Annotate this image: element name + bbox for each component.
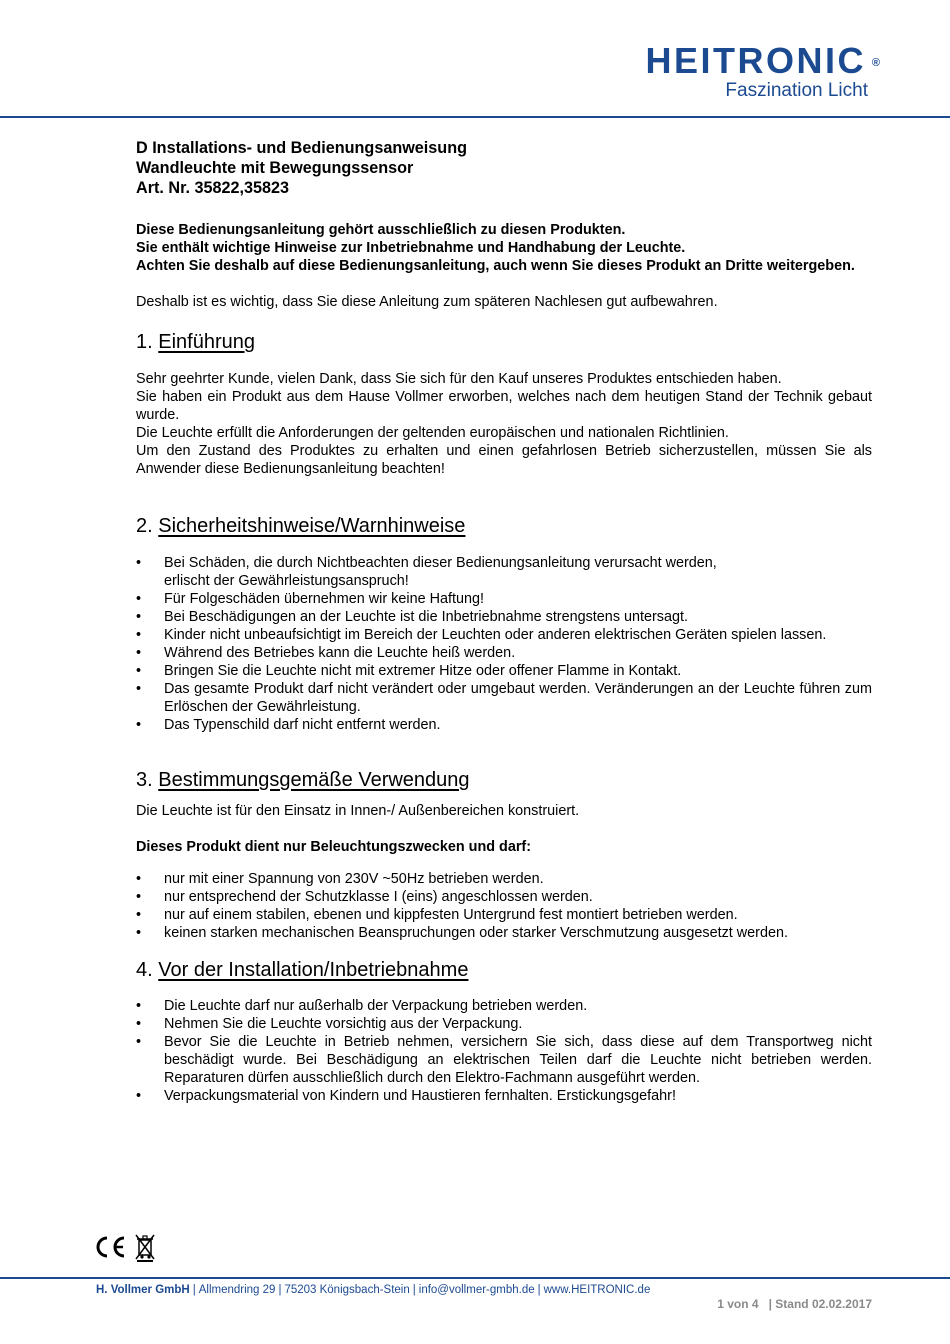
list-item	[136, 906, 872, 924]
section-3-subheading: Dieses Produkt dient nur Beleuchtungszwecken und darf:	[136, 839, 532, 855]
section-2-heading	[136, 514, 872, 538]
list-item	[136, 590, 872, 608]
list-item-text: Bevor Sie die Leuchte in Betrieb nehmen, versichern Sie sich, dass diese auf dem Transportweg nicht beschädigt wurde. Bei Beschädigung an elektrischen Teilen darf die Leuchte nicht betrieben werden. Reparaturen dürfen ausschließlich durch den Elektro-Fachmann ausgeführt werden.	[164, 1034, 872, 1086]
section-1-heading	[136, 330, 872, 354]
footer-separator: |	[192, 1284, 196, 1296]
list-item-text: nur auf einem stabilen, ebenen und kippfesten Untergrund fest montiert betrieben werden.	[164, 907, 738, 923]
bullet: •	[136, 645, 142, 661]
header-rule	[0, 116, 950, 118]
list-item	[136, 680, 872, 716]
section-3-title: Bestimmungsgemäße Verwendung	[158, 769, 470, 791]
list-item-text: nur entsprechend der Schutzklasse I (eins) angeschlossen werden.	[164, 889, 593, 905]
title-line-3: Art. Nr. 35822,35823	[136, 179, 289, 197]
section-1-number: 1.	[136, 331, 153, 353]
list-item	[136, 1087, 872, 1105]
bullet: •	[136, 555, 142, 571]
bullet: •	[136, 609, 142, 625]
section-1-title: Einführung	[158, 331, 255, 353]
document-date: | Stand 02.02.2017	[768, 1297, 872, 1311]
list-item	[136, 716, 872, 734]
intro-bold-1: Diese Bedienungsanleitung gehört ausschließlich zu diesen Produkten.	[136, 222, 626, 238]
section-3-paragraph: Die Leuchte ist für den Einsatz in Innen-/ Außenbereichen konstruiert.	[136, 803, 580, 819]
bullet: •	[136, 889, 142, 905]
bullet: •	[136, 1088, 142, 1104]
list-item	[136, 626, 872, 644]
usage-list	[136, 870, 872, 942]
list-item-text: keinen starken mechanischen Beanspruchungen oder starker Verschmutzung ausgesetzt werden.	[164, 925, 788, 941]
list-item	[136, 554, 872, 590]
list-item-text: nur mit einer Spannung von 230V ~50Hz betrieben werden.	[164, 871, 544, 887]
registered-mark: ®	[871, 57, 880, 69]
intro-block	[136, 221, 872, 311]
brand-logo	[646, 42, 881, 102]
bullet: •	[136, 681, 142, 697]
list-item	[136, 1033, 872, 1087]
list-item	[136, 662, 872, 680]
footer-separator: |	[412, 1284, 416, 1296]
section-3-heading	[136, 768, 872, 792]
footer-separator: |	[278, 1284, 282, 1296]
list-item	[136, 997, 872, 1015]
footer-city: 75203 Königsbach-Stein	[284, 1284, 410, 1296]
bullet: •	[136, 627, 142, 643]
document-body	[136, 138, 872, 1105]
list-item-text: Für Folgeschäden übernehmen wir keine Haftung!	[164, 591, 484, 607]
document-title	[136, 138, 872, 198]
title-line-1: D Installations- und Bedienungsanweisung	[136, 139, 467, 157]
intro-bold-3: Achten Sie deshalb auf diese Bedienungsanleitung, auch wenn Sie dieses Produkt an Dritte weitergeben.	[136, 258, 855, 274]
page-info	[717, 1297, 872, 1311]
footer-email[interactable]: info@vollmer-gmbh.de	[418, 1284, 535, 1296]
list-item	[136, 870, 872, 888]
footer-website[interactable]: www.HEITRONIC.de	[543, 1284, 651, 1296]
list-item-text: Kinder nicht unbeaufsichtigt im Bereich der Leuchten oder anderen elektrischen Geräten spielen lassen.	[164, 627, 827, 643]
section-1-paragraph-4: Um den Zustand des Produktes zu erhalten und einen gefahrlosen Betrieb sicherzustellen, müssen Sie als Anwender diese Bedienungsanleitung beachten!	[136, 443, 872, 477]
list-item	[136, 644, 872, 662]
list-item	[136, 888, 872, 906]
safety-list	[136, 554, 872, 734]
section-1-body	[136, 370, 872, 478]
bullet: •	[136, 907, 142, 923]
list-item-text: erlischt der Gewährleistungsanspruch!	[164, 573, 409, 589]
section-1-paragraph-3: Die Leuchte erfüllt die Anforderungen der geltenden europäischen und nationalen Richtlinien.	[136, 425, 729, 441]
ce-mark-icon	[94, 1235, 128, 1259]
section-2-title: Sicherheitshinweise/Warnhinweise	[158, 515, 466, 537]
section-3-number: 3.	[136, 769, 153, 791]
page-number: 1 von 4	[717, 1297, 759, 1311]
list-item-text: Das Typenschild darf nicht entfernt werden.	[164, 717, 441, 733]
logo-tagline: Faszination Licht	[725, 80, 868, 101]
list-item-text: Das gesamte Produkt darf nicht verändert oder umgebaut werden. Veränderungen an der Leuchte führen zum Erlöschen der Gewährleistung.	[164, 681, 872, 715]
list-item-text: Nehmen Sie die Leuchte vorsichtig aus der Verpackung.	[164, 1016, 523, 1032]
section-4-number: 4.	[136, 959, 153, 981]
bullet: •	[136, 591, 142, 607]
bullet: •	[136, 871, 142, 887]
list-item	[136, 608, 872, 626]
section-1-paragraph-1: Sehr geehrter Kunde, vielen Dank, dass Sie sich für den Kauf unseres Produktes entschieden haben.	[136, 371, 782, 387]
footer-company: H. Vollmer GmbH	[96, 1284, 190, 1296]
footer-street: Allmendring 29	[198, 1284, 276, 1296]
footer-separator: |	[537, 1284, 541, 1296]
list-item-text: Verpackungsmaterial von Kindern und Haustieren fernhalten. Erstickungsgefahr!	[164, 1088, 676, 1104]
logo-wordmark	[646, 42, 881, 80]
intro-note: Deshalb ist es wichtig, dass Sie diese Anleitung zum späteren Nachlesen gut aufbewahren.	[136, 294, 718, 310]
section-1-paragraph-2: Sie haben ein Produkt aus dem Hause Vollmer erworben, welches nach dem heutigen Stand der Technik gebaut wurde.	[136, 389, 872, 423]
certification-marks	[94, 1232, 156, 1262]
list-item-text: Bringen Sie die Leuchte nicht mit extremer Hitze oder offener Flamme in Kontakt.	[164, 663, 682, 679]
intro-bold-2: Sie enthält wichtige Hinweise zur Inbetriebnahme und Handhabung der Leuchte.	[136, 240, 686, 256]
list-item	[136, 1015, 872, 1033]
section-2-number: 2.	[136, 515, 153, 537]
section-4-title: Vor der Installation/Inbetriebnahme	[158, 959, 469, 981]
list-item-text: Während des Betriebes kann die Leuchte heiß werden.	[164, 645, 516, 661]
footer-rule	[0, 1277, 950, 1279]
bullet: •	[136, 998, 142, 1014]
bullet: •	[136, 717, 142, 733]
logo-brand-text: HEITRONIC	[645, 40, 866, 81]
section-4-heading	[136, 958, 872, 982]
bullet: •	[136, 1034, 142, 1050]
list-item-text: Die Leuchte darf nur außerhalb der Verpackung betrieben werden.	[164, 998, 588, 1014]
crossed-bin-icon	[134, 1232, 156, 1262]
bullet: •	[136, 1016, 142, 1032]
bullet: •	[136, 925, 142, 941]
list-item-text: Bei Schäden, die durch Nichtbeachten dieser Bedienungsanleitung verursacht werden,	[164, 555, 717, 571]
installation-list	[136, 997, 872, 1105]
list-item-text: Bei Beschädigungen an der Leuchte ist die Inbetriebnahme strengstens untersagt.	[164, 609, 689, 625]
bullet: •	[136, 663, 142, 679]
title-line-2: Wandleuchte mit Bewegungssensor	[136, 159, 414, 177]
footer-address	[96, 1284, 650, 1296]
list-item	[136, 924, 872, 942]
